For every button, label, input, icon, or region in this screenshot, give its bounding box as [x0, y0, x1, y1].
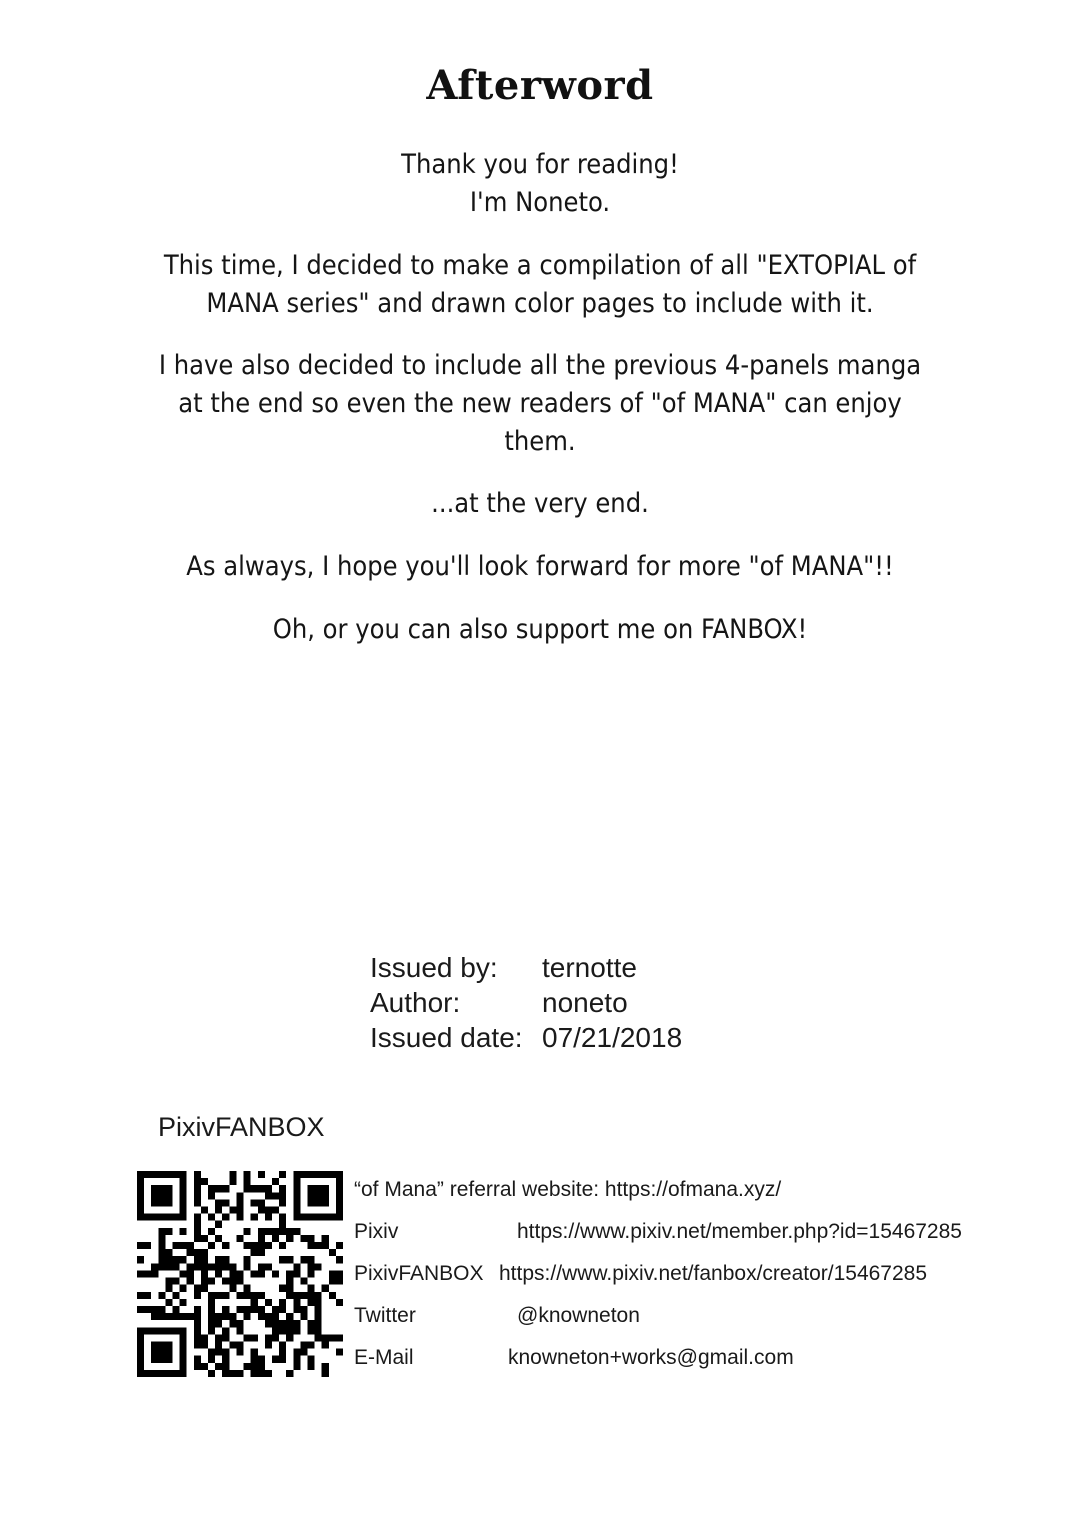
email-label: E-Mail [354, 1346, 414, 1369]
qr-code[interactable] [137, 1171, 343, 1377]
paragraph-look-forward [140, 548, 940, 586]
paragraph-greeting [140, 146, 940, 222]
text-line: I'm Noneto. [469, 187, 611, 218]
text-line: Thank you for reading! [401, 149, 679, 180]
pixivfanbox-link[interactable]: https://www.pixiv.net/fanbox/creator/15467285 [499, 1262, 928, 1285]
colophon-label: Author: [370, 987, 461, 1018]
paragraph-4-panels [140, 347, 940, 461]
text-line: them. [504, 426, 576, 457]
twitter-label: Twitter [354, 1304, 416, 1327]
colophon-value: ternotte [542, 952, 637, 983]
referral-website-text[interactable]: “of Mana” referral website: https://ofmana.xyz/ [354, 1178, 782, 1201]
qr-code-label: PixivFANBOX [158, 1112, 325, 1142]
paragraph-compilation [140, 247, 940, 323]
text-line: at the end so even the new readers of "of MANA" can enjoy [178, 388, 902, 419]
twitter-handle[interactable]: @knowneton [517, 1304, 640, 1327]
colophon-row-issued-date [370, 1020, 682, 1055]
colophon [370, 950, 682, 1055]
email-address[interactable]: knowneton+works@gmail.com [508, 1346, 794, 1369]
text-line: This time, I decided to make a compilation of all "EXTOPIAL of [163, 250, 917, 281]
text-line: Oh, or you can also support me on FANBOX! [272, 614, 808, 645]
colophon-value: 07/21/2018 [542, 1022, 683, 1053]
colophon-row-issued-by [370, 950, 682, 985]
paragraph-very-end [140, 485, 940, 523]
text-line: I have also decided to include all the previous 4-panels manga [158, 350, 922, 381]
pixiv-link[interactable]: https://www.pixiv.net/member.php?id=15467285 [517, 1220, 962, 1243]
page-title: Afterword [426, 62, 654, 109]
pixiv-label: Pixiv [354, 1220, 399, 1243]
text-line: As always, I hope you'll look forward for more "of MANA"!! [186, 551, 894, 582]
colophon-value: noneto [542, 987, 628, 1018]
paragraph-fanbox-support [140, 611, 940, 649]
colophon-label: Issued by: [370, 952, 498, 983]
text-line: ...at the very end. [431, 488, 649, 519]
colophon-label: Issued date: [370, 1022, 523, 1053]
pixivfanbox-label: PixivFANBOX [354, 1262, 484, 1285]
colophon-row-author [370, 985, 682, 1020]
text-line: MANA series" and drawn color pages to include with it. [206, 288, 874, 319]
